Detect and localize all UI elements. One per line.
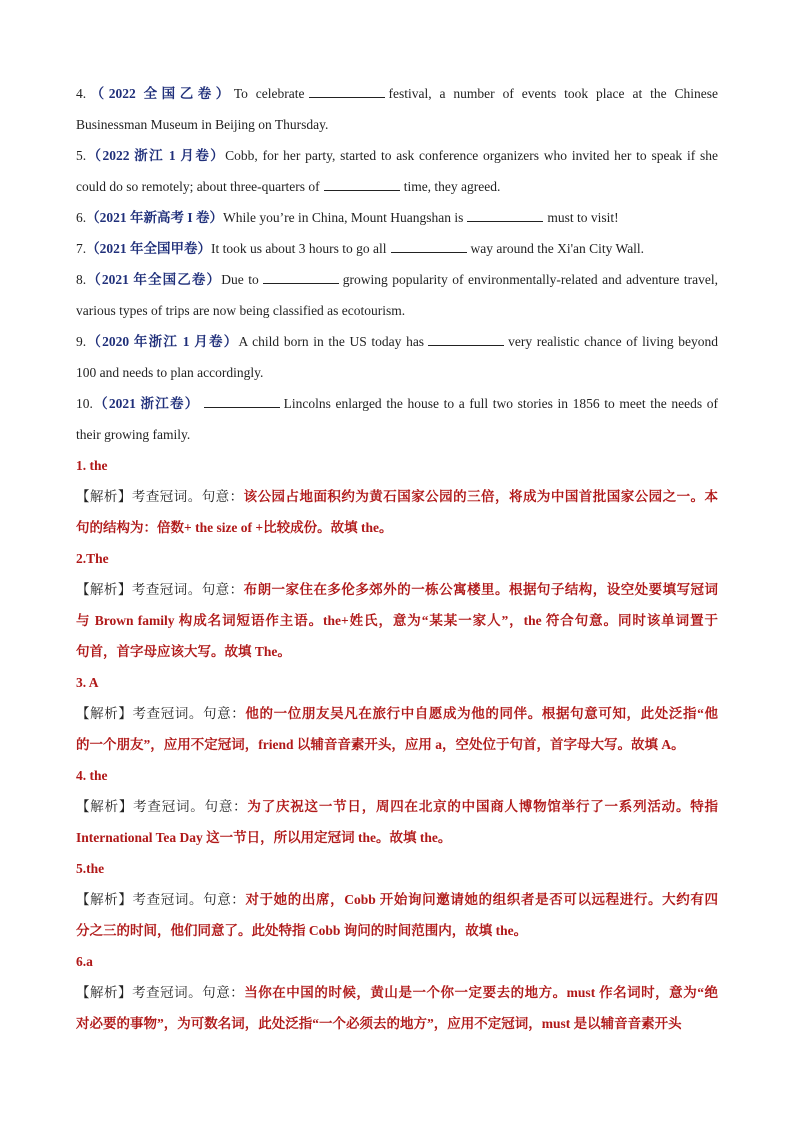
question-text: time, they agreed. [403, 179, 501, 194]
exercise-content [76, 78, 718, 1039]
question-text: Cobb, for her party, started to ask conference organizers who invited her to speak if she [225, 148, 718, 163]
question-line [76, 419, 718, 450]
explanation-line [76, 512, 718, 543]
explanation-line [76, 698, 718, 729]
explanation-text: 【解析】考查冠词。句意： [76, 706, 246, 721]
question-text: To celebrate [233, 86, 305, 101]
answer-blank [263, 271, 339, 284]
explanation-line [76, 822, 718, 853]
explanation-line [76, 481, 718, 512]
explanation-text: 句首，首字母应该大写。故填 The。 [76, 644, 291, 659]
question-number: 5. [76, 148, 87, 163]
question-source: （2021 浙江卷） [92, 396, 200, 411]
explanation-line [76, 636, 718, 667]
explanation-text: 【解析】考查冠词。句意： [76, 985, 245, 1000]
explanation-text: 【解析】考查冠词。句意： [76, 582, 244, 597]
question-source: （2022 浙江 1 月卷） [86, 148, 226, 163]
question-number: 9. [76, 334, 87, 349]
answer-label: 4. the [76, 768, 108, 783]
question-text: Lincolns enlarged the house to a full two stories in 1856 to meet the needs of [283, 396, 718, 411]
question-line [76, 109, 718, 140]
explanation-line [76, 884, 718, 915]
answer-label: 3. A [76, 675, 99, 690]
question-number: 6. [76, 210, 87, 225]
question-line [76, 357, 718, 388]
question-text: various types of trips are now being classified as ecotourism. [76, 303, 406, 318]
explanation-line [76, 977, 718, 1008]
question-line [76, 140, 718, 171]
question-line [76, 326, 718, 357]
explanation-text: 与 Brown family 构成名词短语作主语。the+姓氏，意为“某某一家人”，the 符合句意。同时该单词置于 [76, 613, 718, 628]
explanation-text: 的一个朋友”，应用不定冠词，friend 以辅音音素开头，应用 a，空处位于句首，首字母大写。故填 A。 [76, 737, 685, 752]
explanation-text: 【解析】考查冠词。句意： [76, 892, 246, 907]
question-source: （2021 年全国乙卷） [86, 272, 222, 287]
answer-label: 1. the [76, 458, 108, 473]
question-line [76, 233, 718, 264]
explanation-text: 对必要的事物”，为可数名词，此处泛指“一个必须去的地方”，应用不定冠词，must 是以辅音音素开头 [76, 1016, 682, 1031]
question-text: A child born in the US today has [238, 334, 425, 349]
explanation-line [76, 605, 718, 636]
explanation-text: International Tea Day 这一节日，所以用定冠词 the。故填 the。 [76, 830, 452, 845]
question-number: 7. [76, 241, 87, 256]
explanation-text: 该公园占地面积约为黄石国家公园的三倍，将成为中国首批国家公园之一。本 [243, 489, 718, 504]
question-source: （2021 年全国甲卷） [86, 241, 211, 256]
explanation-text: 对于她的出席，Cobb 开始询问邀请她的组织者是否可以远程进行。大约有四 [245, 892, 718, 907]
explanation-text: 【解析】考查冠词。句意： [76, 489, 244, 504]
question-text: must to visit! [547, 210, 619, 225]
answer-blank [309, 85, 385, 98]
question-text: 100 and needs to plan accordingly. [76, 365, 264, 380]
explanation-text: 【解析】考查冠词。句意： [76, 799, 248, 814]
explanation-text: 分之三的时间，他们同意了。此处特指 Cobb 询问的时间范围内，故填 the。 [76, 923, 528, 938]
question-text: could do so remotely; about three-quarters of [76, 179, 320, 194]
question-text: Due to [221, 272, 259, 287]
question-number: 4. [76, 86, 87, 101]
explanation-line [76, 915, 718, 946]
question-text: very realistic chance of living beyond [508, 334, 718, 349]
explanation-text: 当你在中国的时候，黄山是一个你一定要去的地方。must 作名词时，意为“绝 [244, 985, 718, 1000]
answer-blank [391, 240, 467, 253]
answer-label: 6.a [76, 954, 93, 969]
explanation-line [76, 791, 718, 822]
explanation-line [76, 729, 718, 760]
question-number: 8. [76, 272, 87, 287]
explanation-text: 句的结构为：倍数+ the size of +比较成份。故填 the。 [76, 520, 393, 535]
question-text: festival, a number of events took place at the Chinese [388, 86, 718, 101]
question-line [76, 171, 718, 202]
answer-blank [324, 178, 400, 191]
explanation-text: 为了庆祝这一节日，周四在北京的中国商人博物馆举行了一系列活动。特指 [247, 799, 718, 814]
question-source: （2022 全国乙卷） [86, 86, 234, 101]
explanation-line [76, 1008, 718, 1039]
question-text: way around the Xi'an City Wall. [470, 241, 645, 256]
question-text: While you’re in China, Mount Huangshan is [223, 210, 464, 225]
question-line [76, 388, 718, 419]
explanation-text: 布朗一家住在多伦多郊外的一栋公寓楼里。根据句子结构，设空处要填写冠词 [243, 582, 718, 597]
question-text: Businessman Museum in Beijing on Thursday. [76, 117, 329, 132]
question-number: 10. [76, 396, 93, 411]
question-line [76, 78, 718, 109]
question-source: （2020 年浙江 1 月卷） [86, 334, 239, 349]
question-line [76, 295, 718, 326]
answer-blank [467, 209, 543, 222]
answer-blank [428, 333, 504, 346]
explanation-line [76, 574, 718, 605]
answer-label: 5.the [76, 861, 105, 876]
question-source: （2021 年新高考 I 卷） [86, 210, 224, 225]
question-text: growing popularity of environmentally-related and adventure travel, [342, 272, 718, 287]
question-line [76, 264, 718, 295]
question-text: their growing family. [76, 427, 191, 442]
answer-label: 2.The [76, 551, 109, 566]
answer-blank [204, 395, 280, 408]
explanation-text: 他的一位朋友吴凡在旅行中自愿成为他的同伴。根据句意可知，此处泛指“他 [245, 706, 718, 721]
question-line [76, 202, 718, 233]
question-text: It took us about 3 hours to go all [211, 241, 387, 256]
